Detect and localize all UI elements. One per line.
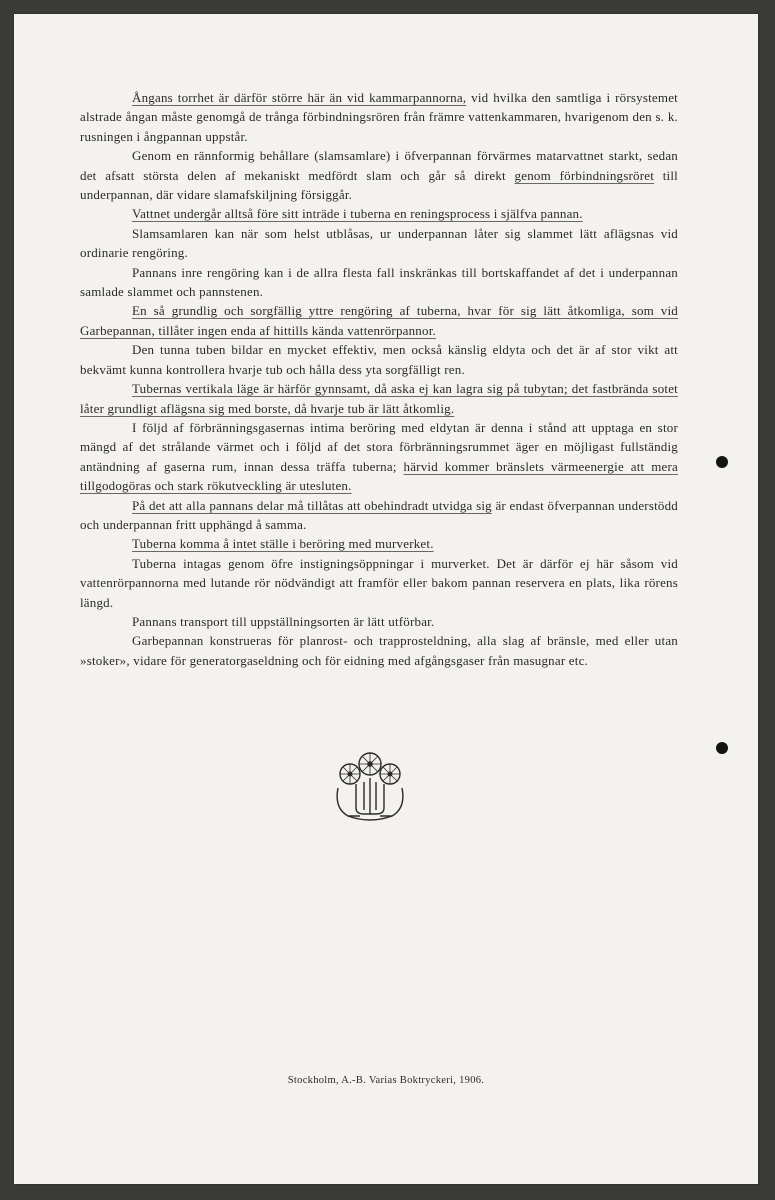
paragraph: [80, 146, 678, 204]
text-run: Garbepannan konstrueras för planrost- och trapprosteldning, alla slag af bränsle, med eller utan »stoker», vidare för generatorgaseldning och för eidning med afgångsgaser från masugnar etc.: [80, 633, 678, 668]
paragraph: [80, 418, 678, 496]
underlined-text: På det att alla pannans delar må tillåtas att obehindradt utvidga sig: [132, 497, 492, 513]
paragraph: [80, 204, 678, 223]
binder-hole-top: [716, 456, 728, 468]
binder-hole-bottom: [716, 742, 728, 754]
text-run: Tuberna intagas genom öfre instigningsöppningar i murverket. Det är därför ej här såsom vid vattenrörpannorna med lutande rör nödvändigt att framför eller bakom pannan reservera en plats, lika rörens längd.: [80, 555, 678, 610]
paragraph: [80, 534, 678, 553]
text-run: Pannans inre rengöring kan i de allra flesta fall inskränkas till bortskaffandet af det i underpannan samlade slammet och pannstenen.: [80, 264, 678, 300]
underlined-text: Tubernas vertikala läge är härför gynnsamt, då aska ej kan lagra sig på tubytan; det fastbrända sotet låter grundligt aflägsna sig med borste, då hvarje tub är lätt åtkomlig.: [80, 381, 678, 416]
text-run: vid hvilka den samtliga i rörsystemet alstrade ångan måste genomgå de trånga förbindningsrören från främre vattenkammaren, hvarigenom den s. k. rusningen i ångpannan uppstår.: [80, 90, 678, 144]
paragraph: [80, 631, 678, 670]
document-page: [14, 14, 758, 1184]
text-run: Slamsamlaren kan när som helst utblåsas, ur underpannan låter sig slammet lätt aflägsnas vid ordinarie rengöring.: [80, 225, 678, 261]
paragraph: [80, 554, 678, 612]
paragraph: [80, 379, 678, 418]
underlined-text: genom förbindningsröret: [514, 167, 655, 183]
text-run: Pannans transport till uppställningsorten är lätt utförbar.: [132, 613, 435, 629]
paragraph: [80, 340, 678, 379]
underlined-text: Tuberna komma å intet ställe i beröring med murverket.: [132, 536, 434, 552]
text-run: Genom en rännformig behållare (slamsamlare) i öfverpannan förvärmes matarvattnet starkt, sedan det afsatt största delen af mekaniskt medfördt slam och går så direkt: [80, 148, 678, 183]
underlined-text: Ångans torrhet är därför större här än vid kammarpannorna,: [132, 90, 467, 105]
paragraph: [80, 612, 678, 631]
paragraph: [80, 301, 678, 340]
underlined-text: härvid kommer bränslets värmeenergie att mera tillgodogöras och stark rökutveckling är utesluten.: [80, 458, 678, 494]
paragraph: [80, 496, 678, 535]
paragraph: [80, 88, 678, 146]
text-run: är endast öfverpannan understödd och underpannan fritt upphängd å samma.: [80, 497, 678, 532]
printer-imprint: Stockholm, A.-B. Varias Boktryckeri, 1906.: [287, 1075, 485, 1086]
flower-ornament-icon: [330, 738, 410, 824]
paragraph: [80, 224, 678, 263]
text-run: Den tunna tuben bildar en mycket effektiv, men också känslig eldyta och det är af stor vikt att bekvämt kunna kontrollera hvarje tub och hålla dess yta sorgfälligt ren.: [80, 342, 678, 377]
underlined-text: En så grundlig och sorgfällig yttre rengöring af tuberna, hvar för sig lätt åtkomliga, som vid Garbepannan, tillåter ingen enda af hittills kända vattenrörpannor.: [80, 303, 678, 338]
paragraph: [80, 263, 678, 302]
body-text: [80, 88, 678, 670]
text-run: till underpannan, där vidare slamafskiljning försiggår.: [80, 167, 678, 203]
text-run: I följd af förbränningsgasernas intima beröring med eldytan är denna i stånd att upptaga en stor mängd af det strålande värmet och i följd af det stora förbränningsrummet äger en möjligast fullständig antändning af gaserna rum, innan dessa träffa tuberna;: [80, 419, 678, 474]
underlined-text: Vattnet undergår alltså före sitt inträde i tuberna en reningsprocess i själfva pannan.: [132, 206, 583, 222]
